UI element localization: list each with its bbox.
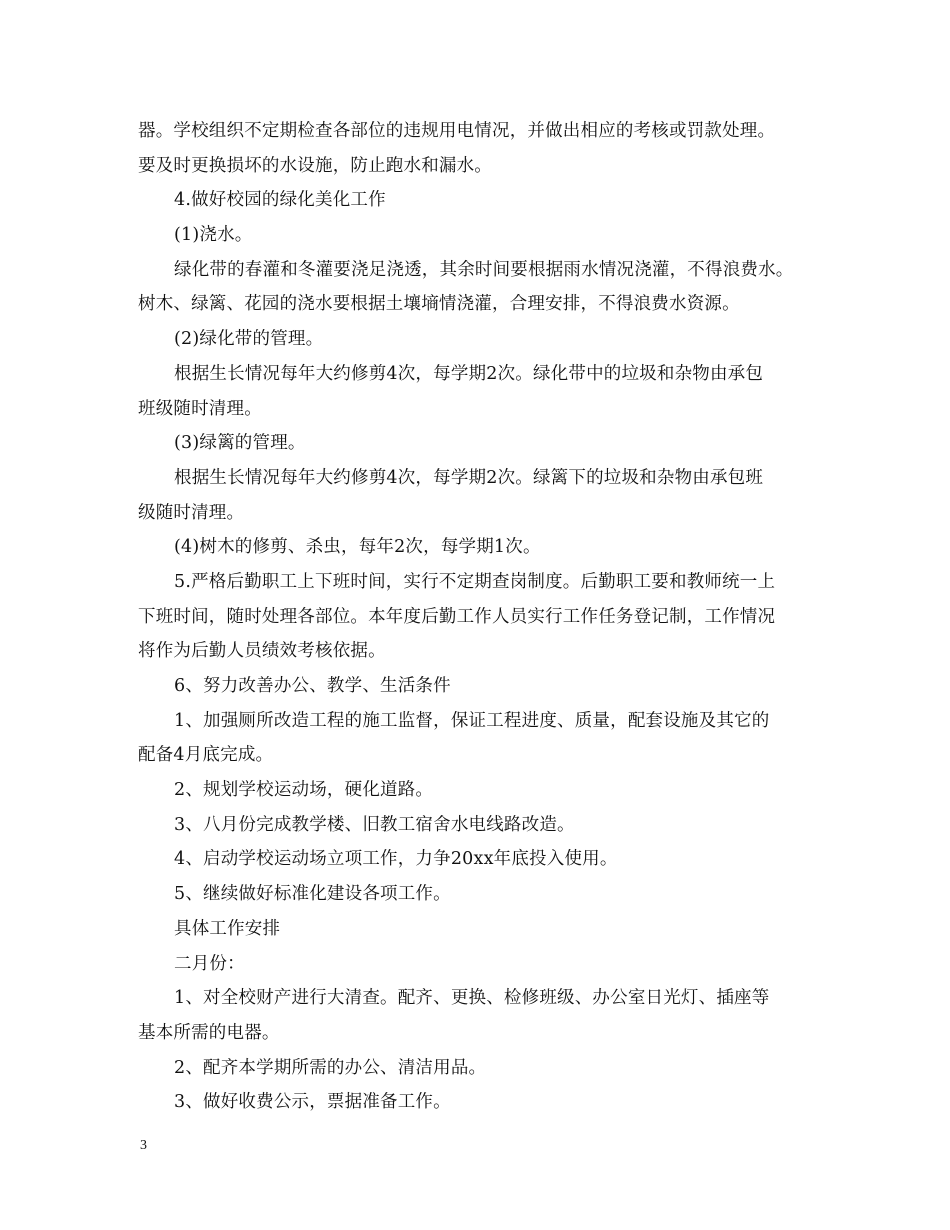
- text-line: 树木、绿篱、花园的浇水要根据土壤墒情浇灌，合理安排，不得浪费水资源。: [138, 294, 740, 315]
- text-line: 1、加强厕所改造工程的施工监督，保证工程进度、质量，配套设施及其它的: [174, 710, 770, 731]
- text-line: 5、继续做好标准化建设各项工作。: [174, 884, 451, 905]
- text-line: 3、做好收费公示，票据准备工作。: [174, 1092, 451, 1113]
- text-line: 根据生长情况每年大约修剪4次，每学期2次。绿篱下的垃圾和杂物由承包班: [174, 467, 764, 488]
- text-line: 要及时更换损坏的水设施，防止跑水和漏水。: [138, 155, 492, 176]
- text-line: (3)绿篱的管理。: [174, 433, 306, 454]
- page-number: 3: [140, 1138, 147, 1153]
- text-line: 1、对全校财产进行大清查。配齐、更换、检修班级、办公室日光灯、插座等: [174, 988, 770, 1009]
- text-line: 6、努力改善办公、教学、生活条件: [174, 676, 451, 696]
- text-line: 下班时间，随时处理各部位。本年度后勤工作人员实行工作任务登记制，工作情况: [138, 606, 776, 627]
- text-line: 器。学校组织不定期检查各部位的违规用电情况，并做出相应的考核或罚款处理。: [138, 121, 776, 141]
- text-line: (1)浇水。: [174, 225, 253, 246]
- text-line: 5.严格后勤职工上下班时间，实行不定期查岗制度。后勤职工要和教师统一上: [174, 571, 776, 592]
- text-line: 2、规划学校运动场，硬化道路。: [174, 780, 434, 801]
- text-line: (2)绿化带的管理。: [174, 329, 324, 350]
- text-line: 4.做好校园的绿化美化工作: [174, 190, 386, 211]
- text-line: 4、启动学校运动场立项工作，力争20xx年底投入使用。: [174, 849, 618, 870]
- text-line: 绿化带的春灌和冬灌要浇足浇透，其余时间要根据雨水情况浇灌，不得浪费水。: [174, 259, 794, 280]
- text-line: 基本所需的电器。: [138, 1022, 280, 1043]
- text-line: 2、配齐本学期所需的办公、清洁用品。: [174, 1057, 487, 1078]
- text-line: 班级随时清理。: [138, 398, 262, 419]
- text-line: 具体工作安排: [174, 918, 281, 939]
- text-line: (4)树木的修剪、杀虫，每年2次，每学期1次。: [174, 537, 541, 558]
- document-body: [138, 114, 818, 1120]
- text-line: 二月份：: [174, 953, 245, 974]
- text-line: 配备4月底完成。: [138, 745, 274, 766]
- text-line: 3、八月份完成教学楼、旧教工宿舍水电线路改造。: [174, 814, 575, 835]
- text-line: 根据生长情况每年大约修剪4次，每学期2次。绿化带中的垃圾和杂物由承包: [174, 363, 764, 384]
- text-line: 将作为后勤人员绩效考核依据。: [138, 641, 386, 662]
- text-line: 级随时清理。: [138, 502, 245, 523]
